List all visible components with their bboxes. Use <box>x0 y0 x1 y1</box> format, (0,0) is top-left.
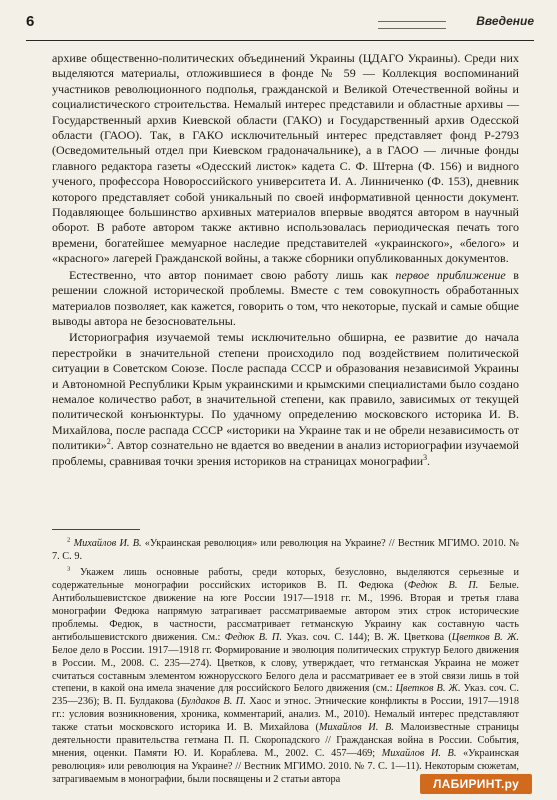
footnote-2: $^2$ Михайлов И. В. «Украинская революция» или революция на Украине? // Вестник МГИМО. 2010. № 7. С. 9. <box>52 536 520 562</box>
section-title: Введение <box>476 14 534 28</box>
paragraph-first-approach: Естественно, что автор понимает свою работу лишь как первое приближение в решении сложной исторической проблемы. Вместе с тем совокупность обработанных материалов позволяет, как кажется, говорить о том, что некоторые, пускай и самые общие выводы автора не безосновательны. <box>52 267 519 328</box>
paragraph-archives: архиве общественно-политических объединений Украины (ЦДАГО Украины). Среди них выделяются материалы, отложившиеся в фонде № 59 — Коллекция воспоминаний участников революционного подполья, гражданской и Великой Отечественной войны и социалистического строительства. Немалый интерес представили и областные архивы — Государственный архив Киевской области (ГАКО) и Государственный архив Одесской области (ГАОО). Так, в ГАКО исключительный интерес представляет фонд Р-2793 (Осведомительный отдел при Киевском градоначальнике), а в ГАОО — личные фонды главного редактора газеты «Одесский листок» кадета С. Ф. Штерна (Ф. 156) и видного ученого, профессора Новороссийского университета И. А. Линниченко (Ф. 153), дневник которого представляет собой уникальный по своей информативной ценности документ. Подавляющее большинство архивных материалов впервые вводятся автором в научный оборот. В работе автором также активно использовалась периодическая печать того времени, богатейшее мемуарное наследие представителей «украинского», «белого» и «красного» лагерей Гражданской войны, а также сборники опубликованных документов. <box>52 51 519 266</box>
footnote-divider <box>52 529 140 530</box>
main-text <box>52 51 519 469</box>
footnote-ref-2[interactable]: 2 <box>106 437 111 447</box>
footnote-3: $^3$ Укажем лишь основные работы, среди которых, безусловно, выделяются серьезные и содержательные монографии российских историков В. П. Федюка (Федюк В. П. Белые. Антибольшевистское движение на юге России 1917—1918 гг. М., 1996. Вторая и третья глава монографии Федюка напрямую затрагивает рассматриваемые автором этих строк исторические проблемы. Федюк, в частности, рассматривает гетманскую Украину как составную часть антибольшевистского движения. См.: Федюк В. П. Указ. соч. С. 144); В. Ж. Цветкова (Цветков В. Ж. Белое дело в России. 1917—1918 гг. Формирование и эволюция политических структур Белого движения в России. М., 2008. С. 235—274). Цветков, к слову, утверждает, что гетманская Украина не может считаться составным элементом южнорусского Белого дела и рассматривает ее в этой связи лишь в той степени, в какой она имела значение для российского Белого движения (см.: Цветков В. Ж. Указ. соч. С. 235—236); В. П. Булдакова (Булдаков В. П. Хаос и этнос. Этнические конфликты в России, 1917—1918 гг.: условия возникновения, хроника, комментарий, анализ. М., 2010). Немалый интерес представляют также статьи московского историка И. В. Михайлова (Михайлов И. В. Малоизвестные страницы деятельности правительства гетмана П. П. Скоропадского // Гражданская война в России. События, мнения, оценки. Памяти Ю. И. Кораблева. М., 2002. С. 457—469; Михайлов И. В. «Украинская революция» или революция на Украине? // Вестник МГИМО. 2010. № 7. С. 1—11). Некоторым сюжетам, затрагиваемым в монографии, были посвящены и 2 статьи автора <box>52 565 519 786</box>
footnote-ref-3[interactable]: 3 <box>423 452 427 462</box>
header-ornament <box>378 21 446 29</box>
running-header <box>26 8 534 41</box>
paragraph-historiography: Историография изучаемой темы исключительно обширна, ее развитие до начала перестройки в значительной степени происходило под воздействием политической ситуации в Советском Союзе. После распада СССР и образования независимой Украины и Автономной Республики Крым украинскими и крымскими специалистами было создано немалое количество работ, в значительной степени, как правило, зависимых от текущей политической конъюнктуры. По удачному определению московского историка И. В. Михайлова, после распада СССР «историки на Украине так и не обрели независимость от политики»$^2$. Автор сознательно не вдается во введении в анализ историографии изучаемой проблемы, сравнивая точки зрения историков на страницах монографии$^3$. <box>52 330 519 468</box>
labirint-logo[interactable]: ЛАБИРИНТ.ру <box>420 774 532 794</box>
footnotes <box>52 538 519 790</box>
emphasis: первое приближение <box>395 267 506 282</box>
page-number: 6 <box>26 13 35 30</box>
